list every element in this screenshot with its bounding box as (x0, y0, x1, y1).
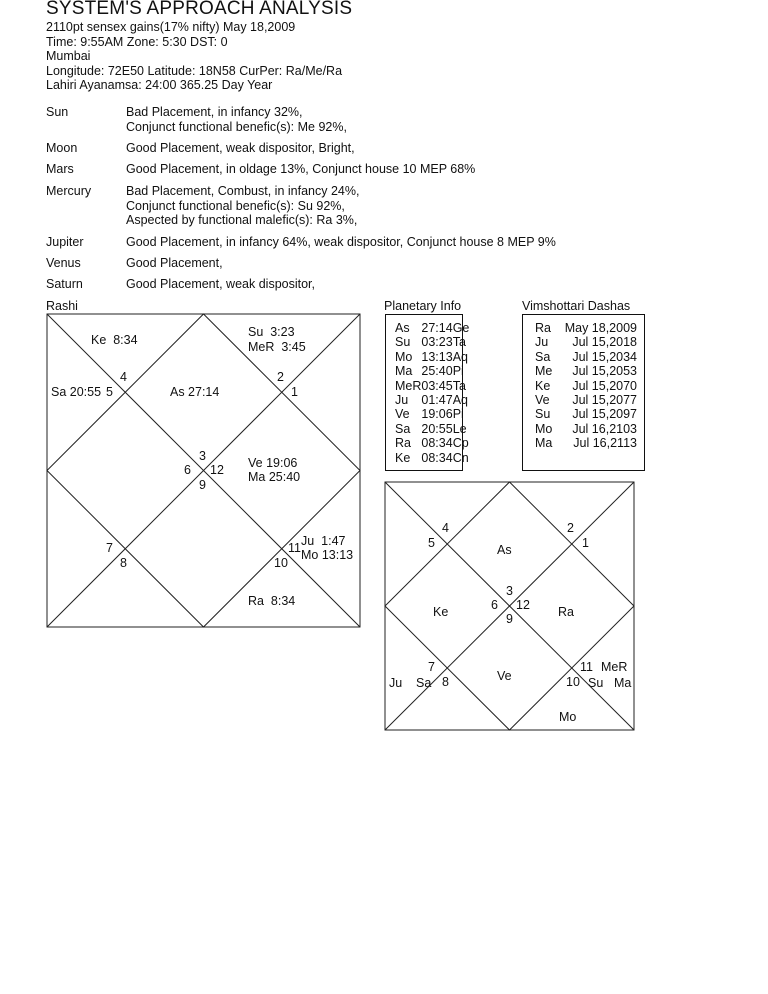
planet-name: Mars (46, 162, 74, 176)
house-number: 1 (582, 536, 589, 550)
planet-entry: Ju (389, 676, 403, 690)
planet-entry: Su 3:23 (248, 325, 295, 339)
house-number: 1 (291, 385, 298, 399)
planet-detail: Bad Placement, Combust, in infancy 24%, (126, 184, 360, 198)
planet-entry: Ve 19:06 (248, 456, 298, 470)
house-number: 9 (506, 612, 513, 626)
planet-name: Sun (46, 105, 69, 119)
dasha-start-date: Jul 15,2070 (572, 378, 637, 393)
time-zone-line: Time: 9:55AM Zone: 5:30 DST: 0 (46, 35, 228, 49)
planet-entry: MeR (601, 660, 628, 674)
dasha-row (535, 393, 637, 407)
planet-entry: Sa 20:55 (51, 385, 102, 399)
planet-sign: Cp (452, 436, 469, 451)
planet-degree: 03:45 (421, 378, 453, 393)
dasha-lord: Me (535, 364, 553, 379)
dasha-lord: Ju (535, 335, 549, 350)
planet-code: MeR (395, 378, 422, 393)
planet-code: Ma (395, 364, 413, 379)
planet-code: Ke (395, 450, 411, 465)
planet-code: Ju (395, 393, 409, 408)
planet-entry: Ra 8:34 (248, 594, 296, 608)
planet-code: As (395, 321, 410, 335)
planetary-info-row (395, 393, 469, 407)
page-title: SYSTEM'S APPROACH ANALYSIS (46, 0, 353, 19)
dasha-start-date: Jul 15,2034 (572, 349, 637, 364)
house-number: 10 (274, 556, 288, 570)
dasha-start-date: May 18,2009 (564, 321, 637, 335)
planet-sign: Ta (452, 335, 466, 350)
planetary-info-row (395, 321, 469, 335)
dashas-caption: Vimshottari Dashas (522, 299, 631, 313)
planet-detail: Conjunct functional benefic(s): Su 92%, (126, 199, 345, 213)
house-number: 11 (288, 541, 301, 555)
planet-sign: Cn (452, 450, 469, 465)
dasha-row (535, 422, 637, 436)
dasha-lord: Sa (535, 349, 551, 364)
planet-detail: Good Placement, weak dispositor, (126, 277, 315, 291)
ayanamsa-line: Lahiri Ayanamsa: 24:00 365.25 Day Year (46, 78, 273, 92)
planet-entry: Ju 1:47 (301, 534, 346, 548)
event-line: 2110pt sensex gains(17% nifty) May 18,2009 (46, 20, 296, 34)
house-number: 5 (106, 385, 113, 399)
planet-entry: Su (588, 676, 604, 690)
planet-code: Su (395, 335, 411, 350)
dasha-start-date: Jul 15,2077 (572, 393, 637, 408)
planet-sign: Aq (452, 349, 468, 364)
planet-degree: 13:13 (421, 349, 453, 364)
planetary-info-row (395, 451, 469, 465)
dasha-row (535, 436, 637, 450)
planet-sign: Ta (452, 378, 466, 393)
house-number: 4 (442, 521, 449, 535)
dasha-row (535, 379, 637, 393)
planet-name: Mercury (46, 184, 92, 198)
planet-code: Mo (395, 349, 413, 364)
dasha-row (535, 364, 637, 378)
dasha-start-date: Jul 15,2053 (572, 364, 637, 379)
planet-name: Venus (46, 256, 81, 270)
place-line: Mumbai (46, 49, 91, 63)
house-number: 3 (506, 584, 513, 598)
planetary-info-caption: Planetary Info (384, 299, 462, 313)
planetary-info-row (395, 407, 469, 421)
planet-detail: Bad Placement, in infancy 32%, (126, 105, 303, 119)
dasha-lord: Mo (535, 421, 553, 436)
house-number: 7 (428, 660, 435, 674)
house-number: 12 (516, 598, 530, 612)
planet-code: Ve (395, 407, 410, 422)
planet-degree: 08:34 (421, 450, 453, 465)
planetary-info-row (395, 350, 469, 364)
planetary-info-row (395, 379, 469, 393)
dasha-start-date: Jul 15,2097 (572, 407, 637, 422)
dasha-row (535, 350, 637, 364)
planet-sign: Ge (452, 321, 470, 335)
planet-detail: Good Placement, (126, 256, 223, 270)
planet-degree: 01:47 (421, 393, 453, 408)
planet-degree: 25:40 (421, 364, 453, 379)
house-number: 6 (491, 598, 498, 612)
planet-detail: Conjunct functional benefic(s): Me 92%, (126, 120, 347, 134)
planet-degree: 03:23 (421, 335, 453, 350)
dasha-lord: Ma (535, 436, 553, 451)
planet-entry: Ma 25:40 (248, 470, 301, 484)
planet-entry: Ke (433, 605, 449, 619)
house-number: 9 (199, 478, 206, 492)
planet-entry: As (497, 543, 512, 557)
rashi-caption: Rashi (46, 299, 78, 313)
house-number: 3 (199, 449, 206, 463)
planetary-info-row (395, 335, 469, 349)
planet-entry: Mo (559, 710, 577, 724)
planetary-info-row (395, 364, 469, 378)
planet-sign: Pi (452, 364, 464, 379)
planet-entry: Ke 8:34 (91, 333, 138, 347)
planet-detail: Good Placement, weak dispositor, Bright, (126, 141, 355, 155)
house-number: 2 (277, 370, 284, 384)
house-number: 12 (210, 463, 224, 477)
coordinates-line: Longitude: 72E50 Latitude: 18N58 CurPer: Ra/Me/Ra (46, 64, 343, 78)
planet-sign: Le (452, 421, 467, 436)
planet-name: Jupiter (46, 235, 84, 249)
house-number: 4 (120, 370, 127, 384)
planet-detail: Good Placement, in oldage 13%, Conjunct house 10 MEP 68% (126, 162, 476, 176)
dasha-lord: Ke (535, 378, 551, 393)
planet-name: Saturn (46, 277, 83, 291)
planetary-info-row (395, 436, 469, 450)
navamsa-chart (385, 482, 634, 730)
planetary-info-row (395, 422, 469, 436)
planet-sign: Pi (452, 407, 464, 422)
house-number: 8 (120, 556, 127, 570)
planet-code: Ra (395, 436, 411, 451)
planet-entry: Ve (497, 669, 512, 683)
house-number: 6 (184, 463, 191, 477)
planet-degree: 27:14 (421, 321, 453, 335)
house-number: 5 (428, 536, 435, 550)
dasha-row (535, 335, 637, 349)
dasha-lord: Su (535, 407, 551, 422)
dasha-start-date: Jul 16,2103 (572, 421, 637, 436)
dasha-row (535, 407, 637, 421)
planet-entry: Mo 13:13 (301, 548, 354, 562)
planet-entry: Ra (558, 605, 574, 619)
planet-entry: MeR 3:45 (248, 340, 306, 354)
house-number: 2 (567, 521, 574, 535)
planet-name: Moon (46, 141, 78, 155)
planetary-info-table (385, 314, 470, 471)
planet-entry: As 27:14 (170, 385, 220, 399)
planet-degree: 19:06 (421, 407, 453, 422)
dasha-start-date: Jul 15,2018 (572, 335, 637, 350)
dashas-table (522, 314, 645, 471)
dasha-start-date: Jul 16,2113 (573, 436, 637, 451)
house-number: 8 (442, 675, 449, 689)
planet-sign: Aq (452, 393, 468, 408)
planet-degree: 20:55 (421, 421, 453, 436)
house-number: 10 (566, 675, 580, 689)
house-number: 7 (106, 541, 113, 555)
house-number: 11 (580, 660, 593, 674)
planet-entry: Ma (614, 676, 632, 690)
planet-degree: 08:34 (421, 436, 453, 451)
planet-entry: Sa (416, 676, 432, 690)
dasha-row (535, 321, 637, 335)
planet-code: Sa (395, 421, 411, 436)
dasha-lord: Ve (535, 393, 550, 408)
planet-detail: Aspected by functional malefic(s): Ra 3%, (126, 213, 358, 227)
planet-detail: Good Placement, in infancy 64%, weak dispositor, Conjunct house 8 MEP 9% (126, 235, 556, 249)
dasha-lord: Ra (535, 321, 551, 335)
